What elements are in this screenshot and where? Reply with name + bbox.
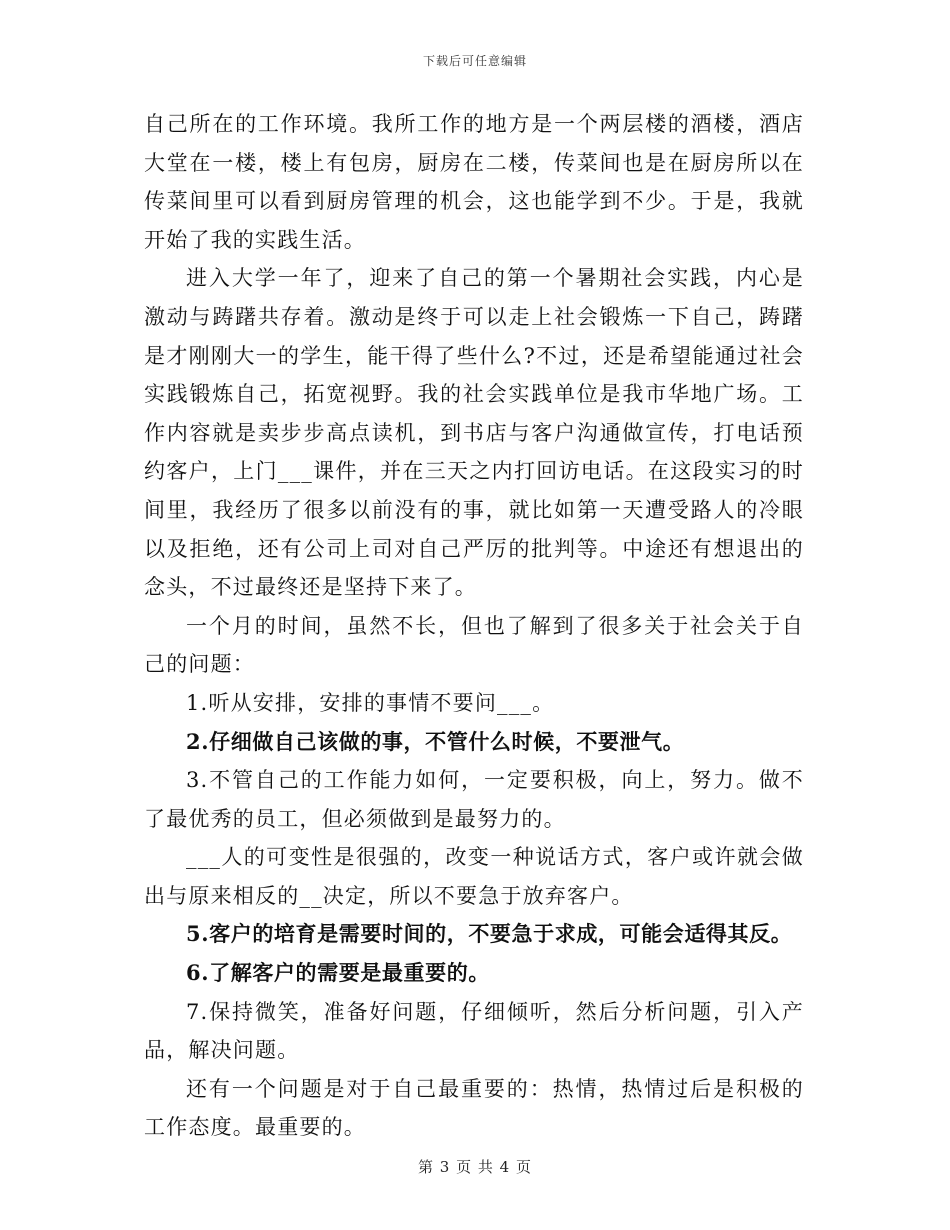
paragraph-lessons-intro: 一个月的时间，虽然不长，但也了解到了很多关于社会关于自己的问题： <box>144 613 804 677</box>
lesson-item-6: 6.了解客户的需要是最重要的。 <box>186 960 490 986</box>
paragraph-intro: 进入大学一年了，迎来了自己的第一个暑期社会实践，内心是激动与踌躇共存着。激动是终于可以走上社会锻炼一下自己，踌躇是才刚刚大一的学生，能干得了些什么?不过，还是希望能通过社会实践锻炼自己，拓宽视野。我的社会实践单位是我市华地广场。工作内容就是卖步步高点读机，到书店与客户沟通做宣传，打电话预约客户，上门___课件，并在三天之内打回访电话。在这段实习的时间里，我经历了很多以前没有的事，就比如第一天遭受路人的冷眼以及拒绝，还有公司上司对自己严厉的批判等。中途还有想退出的念头，不过最终还是坚持下来了。 <box>144 266 804 600</box>
lesson-item-1: 1.听从安排，安排的事情不要问___。 <box>186 690 555 715</box>
lesson-item-3: 3.不管自己的工作能力如何，一定要积极，向上，努力。做不了最优秀的员工，但必须做到是最努力的。 <box>144 768 804 831</box>
document-body <box>144 105 804 1147</box>
page-header: 下载后可任意编辑 <box>422 54 527 68</box>
lesson-item-5: 5.客户的培育是需要时间的，不要急于求成，可能会适得其反。 <box>186 921 793 947</box>
lesson-item-7: 7.保持微笑，准备好问题，仔细倾听，然后分析问题，引入产品，解决问题。 <box>144 999 804 1063</box>
page-number: 第 3 页 共 4 页 <box>418 1158 532 1176</box>
paragraph-continued: 自己所在的工作环境。我所工作的地方是一个两层楼的酒楼，酒店大堂在一楼，楼上有包房，厨房在二楼，传菜间也是在厨房所以在传菜间里可以看到厨房管理的机会，这也能学到不少。于是，我就开始了我的实践生活。 <box>144 112 804 252</box>
lesson-item-4: ___人的可变性是很强的，改变一种说话方式，客户或许就会做出与原来相反的__决定，所以不要急于放弃客户。 <box>144 845 804 908</box>
lesson-item-2: 2.仔细做自己该做的事，不管什么时候，不要泄气。 <box>186 728 685 754</box>
paragraph-conclusion: 还有一个问题是对于自己最重要的：热情，热情过后是积极的工作态度。最重要的。 <box>144 1076 804 1140</box>
